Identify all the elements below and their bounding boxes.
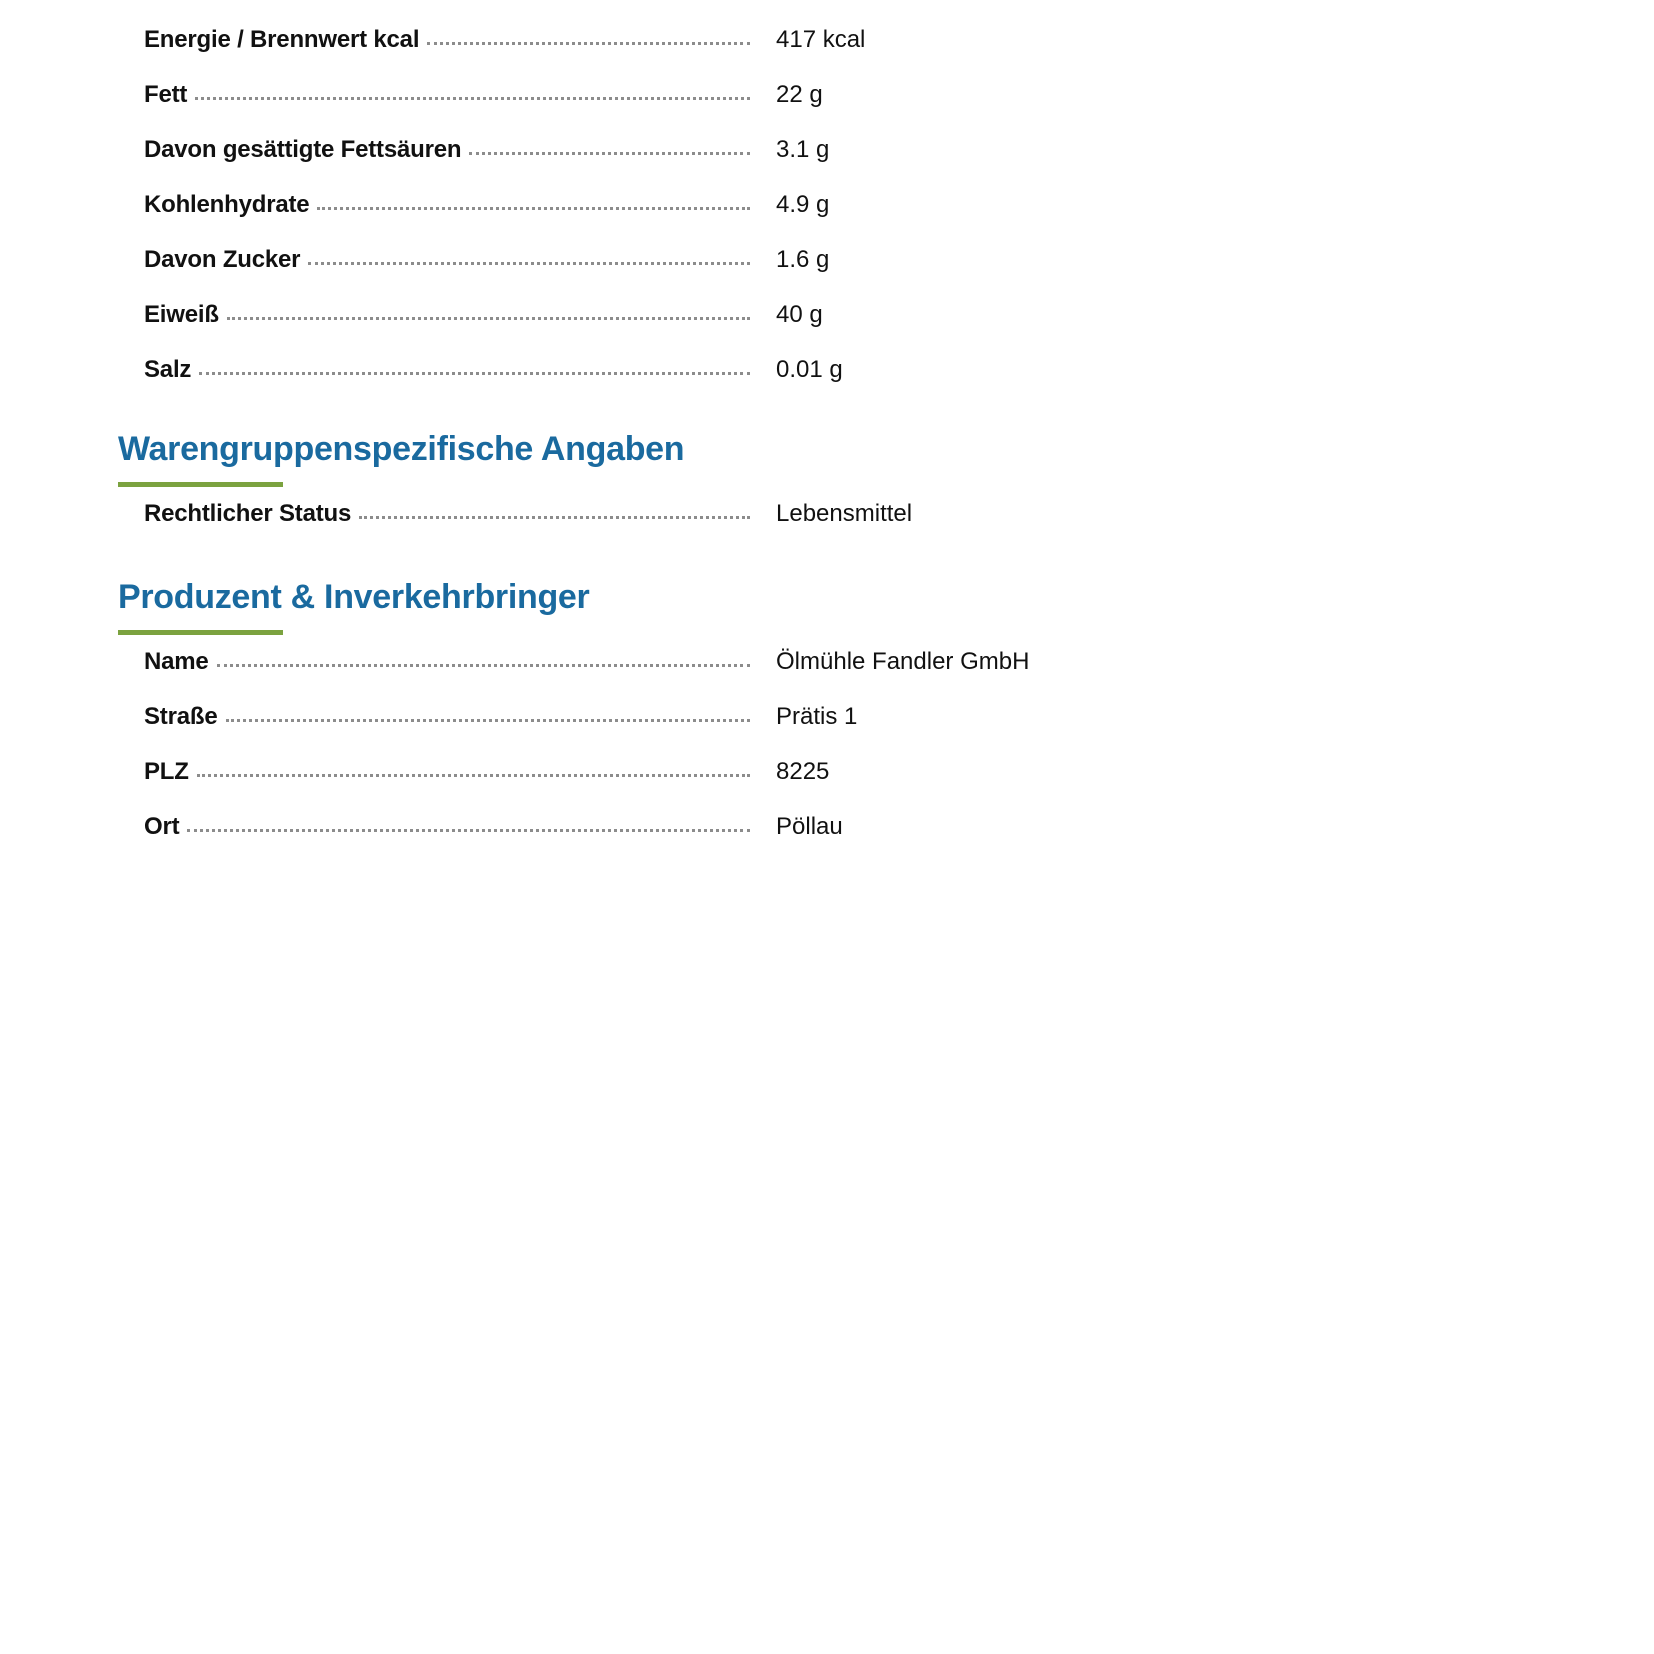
row-label-group xyxy=(144,648,750,676)
row-value: 8225 xyxy=(776,758,830,785)
dot-leader xyxy=(199,372,750,375)
row-label: Kohlenhydrate xyxy=(144,191,310,218)
section-underline xyxy=(118,630,283,635)
table-row xyxy=(144,500,1144,555)
dot-leader xyxy=(427,42,750,45)
row-value: 40 g xyxy=(776,301,823,328)
table-row xyxy=(144,758,1144,813)
table-row xyxy=(144,81,1144,136)
row-label: Eiweiß xyxy=(144,301,219,328)
table-row xyxy=(144,26,1144,81)
row-label-group xyxy=(144,813,750,841)
row-label-group xyxy=(144,758,750,786)
row-value: 1.6 g xyxy=(776,246,830,273)
dot-leader xyxy=(227,317,750,320)
section-underline xyxy=(118,482,283,487)
section-heading-produzent: Produzent & Inverkehrbringer xyxy=(118,578,590,616)
row-label-group xyxy=(144,246,750,274)
row-label: Energie / Brennwert kcal xyxy=(144,26,420,53)
dot-leader xyxy=(226,719,751,722)
dot-leader xyxy=(217,664,750,667)
row-value: Lebensmittel xyxy=(776,500,913,527)
nutrition-table xyxy=(144,26,1144,411)
produzent-table xyxy=(144,648,1144,868)
table-row xyxy=(144,246,1144,301)
row-label-group xyxy=(144,301,750,329)
row-label: Davon gesättigte Fettsäuren xyxy=(144,136,462,163)
table-row xyxy=(144,813,1144,868)
table-row xyxy=(144,136,1144,191)
row-value: 4.9 g xyxy=(776,191,830,218)
row-label: Fett xyxy=(144,81,188,108)
row-value: 0.01 g xyxy=(776,356,843,383)
row-label: PLZ xyxy=(144,758,189,785)
dot-leader xyxy=(469,152,750,155)
row-value: Pöllau xyxy=(776,813,843,840)
row-label: Davon Zucker xyxy=(144,246,301,273)
row-value: 417 kcal xyxy=(776,26,866,53)
row-label-group xyxy=(144,703,750,731)
table-row xyxy=(144,703,1144,758)
table-row xyxy=(144,356,1144,411)
row-value: 3.1 g xyxy=(776,136,830,163)
row-label-group xyxy=(144,191,750,219)
dot-leader xyxy=(359,516,750,519)
row-label: Rechtlicher Status xyxy=(144,500,352,527)
section-heading-warengruppe: Warengruppenspezifische Angaben xyxy=(118,430,685,468)
row-label-group xyxy=(144,356,750,384)
row-label-group xyxy=(144,81,750,109)
row-label-group xyxy=(144,26,750,54)
row-label: Name xyxy=(144,648,209,675)
dot-leader xyxy=(197,774,750,777)
row-label: Straße xyxy=(144,703,218,730)
table-row xyxy=(144,301,1144,356)
table-row xyxy=(144,191,1144,246)
table-row xyxy=(144,648,1144,703)
warengruppe-table xyxy=(144,500,1144,555)
dot-leader xyxy=(195,97,750,100)
dot-leader xyxy=(187,829,750,832)
row-value: Prätis 1 xyxy=(776,703,858,730)
row-value: 22 g xyxy=(776,81,823,108)
dot-leader xyxy=(308,262,750,265)
row-value: Ölmühle Fandler GmbH xyxy=(776,648,1030,675)
row-label: Salz xyxy=(144,356,192,383)
row-label-group xyxy=(144,136,750,164)
row-label: Ort xyxy=(144,813,180,840)
row-label-group xyxy=(144,500,750,528)
dot-leader xyxy=(317,207,750,210)
